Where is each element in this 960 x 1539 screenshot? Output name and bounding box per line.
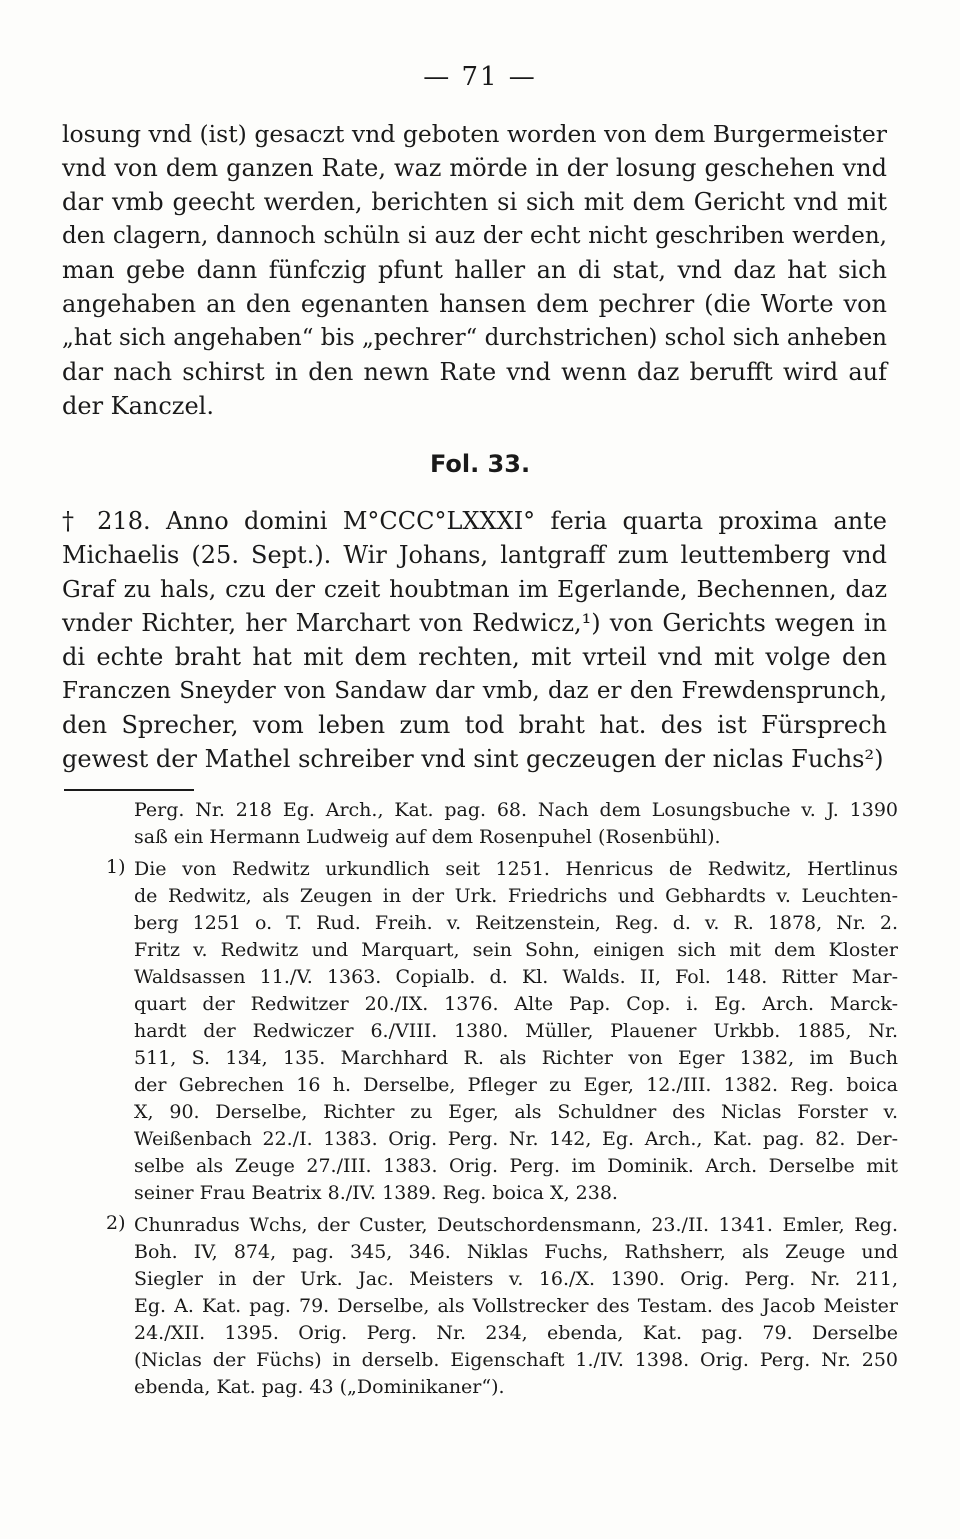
footnote-line: Weißenbach 22./I. 1383. Orig. Perg. Nr. 142, Eg. Arch., Kat. pag. 82. Der-: [134, 1128, 898, 1150]
text-line: dar vmb geecht werden, berichten si sich mit dem Gericht vnd mit: [62, 188, 887, 216]
footnote-line: (Niclas der Füchs) in derselb. Eigenschaft 1./IV. 1398. Orig. Perg. Nr. 250: [134, 1349, 898, 1371]
text-line: gewest der Mathel schreiber vnd sint geczeugen der niclas Fuchs²): [62, 745, 884, 773]
footnote-divider: [64, 789, 194, 791]
footnote-line: der Gebrechen 16 h. Derselbe, Pfleger zu Eger, 12./III. 1382. Reg. boica: [134, 1074, 898, 1096]
text-line: losung vnd (ist) gesaczt vnd geboten worden von dem Burgermeister: [62, 120, 887, 148]
text-line: di echte braht hat mit dem rechten, mit vrteil vnd mit volge den: [62, 643, 887, 671]
text-line: Michaelis (25. Sept.). Wir Johans, lantgraff zum leuttemberg vnd: [62, 541, 887, 569]
footnote-line: X, 90. Derselbe, Richter zu Eger, als Schuldner des Niclas Forster v.: [134, 1101, 898, 1123]
footnote-line: quart der Redwitzer 20./IX. 1376. Alte Pap. Cop. i. Eg. Arch. Marck-: [134, 993, 898, 1015]
footnote-line: Fritz v. Redwitz und Marquart, sein Sohn, einigen sich mit dem Kloster: [134, 939, 898, 961]
footnote-line: 24./XII. 1395. Orig. Perg. Nr. 234, ebenda, Kat. pag. 79. Derselbe: [134, 1322, 898, 1344]
footnote-line: Perg. Nr. 218 Eg. Arch., Kat. pag. 68. Nach dem Losungsbuche v. J. 1390: [134, 799, 898, 821]
text-line: vnd von dem ganzen Rate, waz mörde in der losung geschehen vnd: [62, 154, 887, 182]
footnote-line: Waldsassen 11./V. 1363. Copialb. d. Kl. Walds. II, Fol. 148. Ritter Mar-: [134, 966, 898, 988]
text-line: † 218. Anno domini M°CCC°LXXXI° feria quarta proxima ante: [62, 507, 887, 535]
footnote-number: 2): [106, 1212, 126, 1234]
footnote-line: 511, S. 134, 135. Marchhard R. als Richter von Eger 1382, im Buch: [134, 1047, 898, 1069]
footnote-line: de Redwitz, als Zeugen in der Urk. Friedrichs und Gebhardts v. Leuchten-: [134, 885, 898, 907]
text-line: den clagern, dannoch schüln si auz der echt nicht geschriben werden,: [62, 223, 887, 249]
footnote-line: seiner Frau Beatrix 8./IV. 1389. Reg. boica X, 238.: [134, 1182, 618, 1204]
text-line: Franczen Sneyder von Sandaw dar vmb, daz er den Frewdensprunch,: [62, 678, 887, 704]
footnote-line: Eg. A. Kat. pag. 79. Derselbe, als Vollstrecker des Testam. des Jacob Meister: [134, 1295, 898, 1317]
footnote-number: 1): [106, 856, 126, 878]
text-line: „hat sich angehaben“ bis „pechrer“ durchstrichen) schol sich anheben: [62, 325, 887, 351]
text-line: vnder Richter, her Marchart von Redwicz,¹) von Gerichts wegen in: [62, 609, 887, 637]
footnote-line: ebenda, Kat. pag. 43 („Dominikaner“).: [134, 1376, 505, 1398]
footnote-line: saß ein Hermann Ludweig auf dem Rosenpuhel (Rosenbühl).: [134, 826, 721, 848]
footnote-line: Chunradus Wchs, der Custer, Deutschordensmann, 23./II. 1341. Emler, Reg.: [134, 1214, 898, 1236]
footnote-line: berg 1251 o. T. Rud. Freih. v. Reitzenstein, Reg. d. v. R. 1878, Nr. 2.: [134, 912, 898, 934]
text-line: den Sprecher, vom leben zum tod braht hat. des ist Fürsprech: [62, 711, 887, 739]
text-line: man gebe dann fünfczig pfunt haller an di stat, vnd daz hat sich: [62, 256, 887, 284]
text-line: der Kanczel.: [62, 392, 214, 420]
footnote-line: Die von Redwitz urkundlich seit 1251. Henricus de Redwitz, Hertlinus: [134, 858, 898, 880]
footnote-line: hardt der Redwiczer 6./VIII. 1380. Müller, Plauener Urkbb. 1885, Nr.: [134, 1020, 898, 1042]
folio-heading: Fol. 33.: [429, 450, 531, 478]
text-line: Graf zu hals, czu der czeit houbtman im Egerlande, Bechennen, daz: [62, 575, 887, 603]
footnote-line: selbe als Zeuge 27./III. 1383. Orig. Perg. im Dominik. Arch. Derselbe mit: [134, 1155, 898, 1177]
footnote-line: Siegler in der Urk. Jac. Meisters v. 16./X. 1390. Orig. Perg. Nr. 211,: [134, 1268, 898, 1290]
footnote-line: Boh. IV, 874, pag. 345, 346. Niklas Fuchs, Rathsherr, als Zeuge und: [134, 1241, 898, 1263]
page-number: — 71 —: [423, 62, 537, 92]
text-line: dar nach schirst in den newn Rate vnd wenn daz berufft wird auf: [62, 358, 887, 386]
text-line: angehaben an den egenanten hansen dem pechrer (die Worte von: [62, 290, 887, 318]
